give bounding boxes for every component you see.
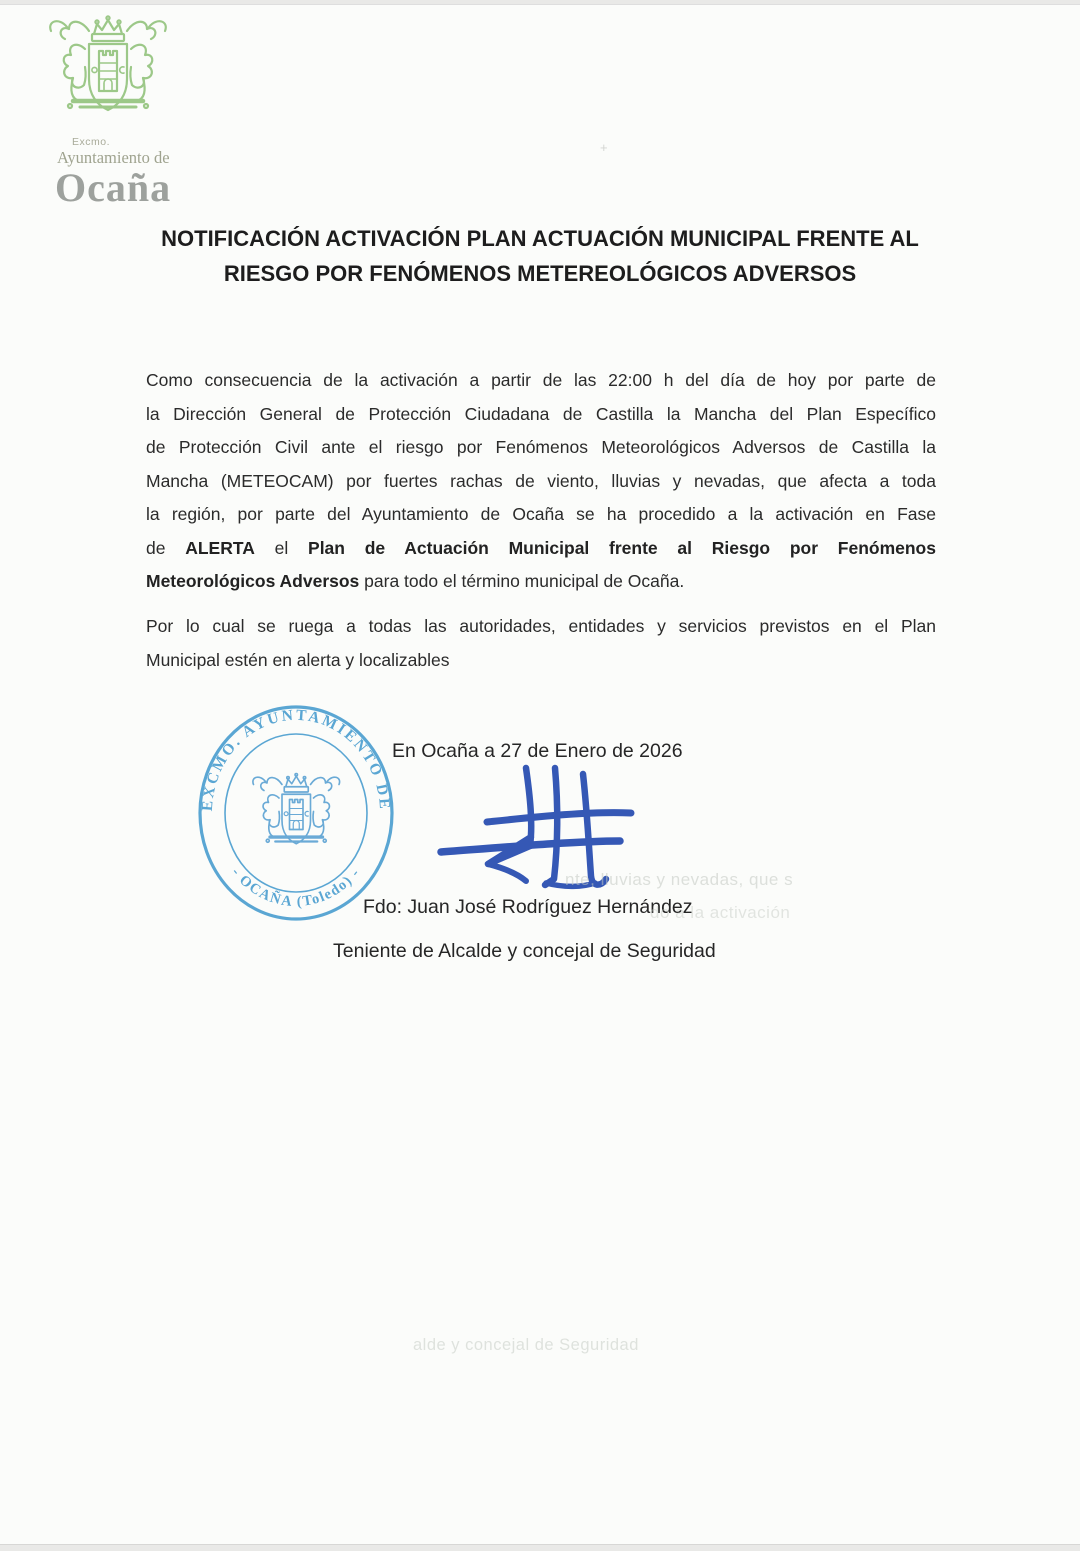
- scan-artifact-mark: +: [600, 140, 608, 155]
- title-line-2: RIESGO POR FENÓMENOS METEREOLÓGICOS ADVERSOS: [223, 261, 857, 286]
- p1-line6-text: de: [146, 537, 186, 558]
- scanner-edge-bottom: [0, 1544, 1080, 1551]
- signer-title-line: Teniente de Alcalde y concejal de Seguridad: [333, 940, 716, 962]
- p1-line1: Como consecuencia de la activación a partir de las 22:00 h del día de hoy por parte de: [146, 370, 936, 390]
- stamp-crest-icon: [253, 774, 340, 844]
- p1-line3: de Protección Civil ante el riesgo por Fenómenos Meteorológicos Adversos de Castilla la: [146, 437, 936, 457]
- stamp-arc-top-text: EXCMO. AYUNTAMIENTO DE: [198, 706, 394, 812]
- date-line: En Ocaña a 27 de Enero de 2026: [392, 740, 683, 762]
- p1-line7-rest: para todo el término municipal de Ocaña.: [359, 571, 685, 591]
- p1-line5: la región, por parte del Ayuntamiento de Ocaña se ha procedido a la activación en Fase: [146, 504, 936, 524]
- p1-line4: Mancha (METEOCAM) por fuertes rachas de viento, lluvias y nevadas, que afecta a toda: [146, 470, 936, 491]
- p1-plan-bold: Plan de Actuación Municipal frente al Riesgo por Fenómenos: [308, 537, 936, 558]
- paragraph-request: [146, 610, 936, 677]
- title-line-1: NOTIFICACIÓN ACTIVACIÓN PLAN ACTUACIÓN MUNICIPAL FRENTE AL: [161, 226, 919, 251]
- scanner-edge-top: [0, 0, 1080, 5]
- p1-alerta-bold: ALERTA: [185, 537, 255, 558]
- bleedthrough-text-3: alde y concejal de Seguridad: [413, 1336, 639, 1354]
- p1-line6: [146, 532, 936, 566]
- signed-by-line: Fdo: Juan José Rodríguez Hernández: [363, 896, 693, 918]
- logo-text-ocana: Ocaña: [55, 165, 172, 210]
- bleedthrough-text-2: do a la activación: [650, 903, 791, 922]
- p1-line7: [146, 565, 936, 599]
- coat-of-arms-icon: [33, 12, 183, 134]
- logo-text-ayuntamiento: Ayuntamiento de: [57, 148, 170, 167]
- paragraph-activation: [146, 364, 936, 599]
- p2-line2: Municipal estén en alerta y localizables: [146, 649, 450, 670]
- bleedthrough-text-1: nte, lluvias y nevadas, que s: [565, 870, 794, 889]
- stamp-arc-bottom-text: - OCAÑA (Toledo) -: [228, 864, 364, 910]
- p1-line2: la Dirección General de Protección Ciudadana de Castilla la Mancha del Plan Específico: [146, 403, 936, 424]
- logo-text-excmo: Excmo.: [72, 136, 111, 148]
- p2-line1: Por lo cual se ruega a todas las autoridades, entidades y servicios previstos en el Plan: [146, 616, 936, 636]
- p1-meteo-bold: Meteorológicos Adversos: [146, 571, 360, 591]
- p1-line6-mid: el: [254, 537, 309, 558]
- municipal-logo: [30, 12, 220, 211]
- document-title: [0, 221, 1080, 291]
- official-stamp-icon: [196, 702, 396, 924]
